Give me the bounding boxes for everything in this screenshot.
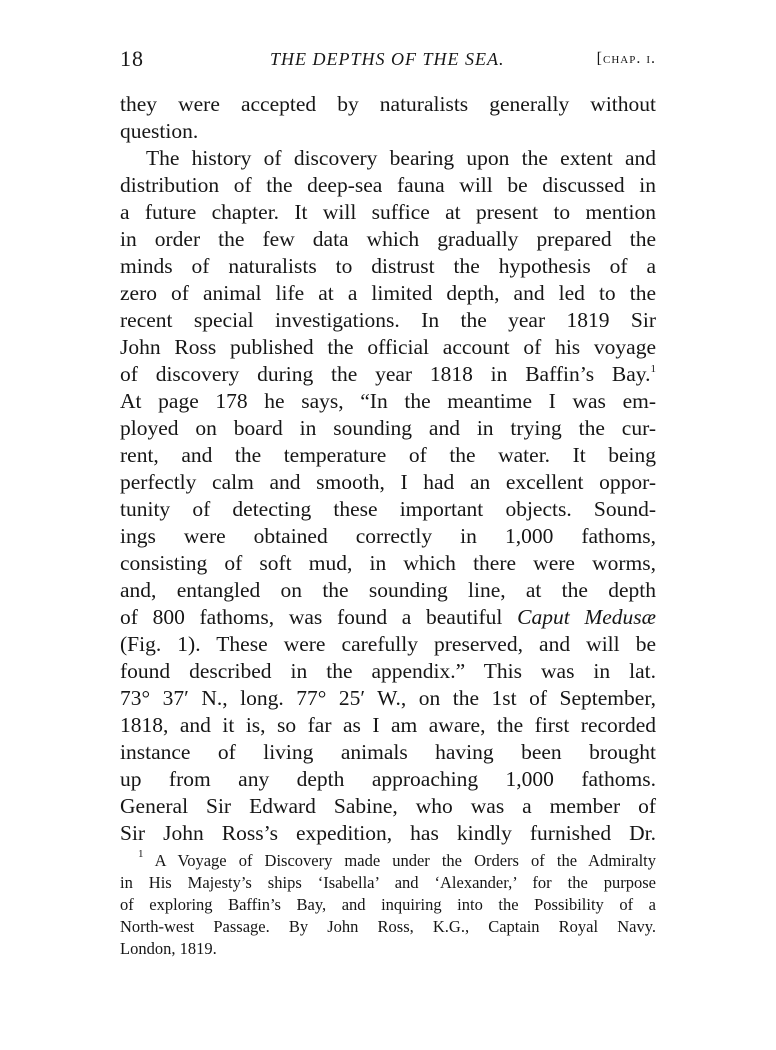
text-line: distribution of the deep-sea fauna will be discussed in bbox=[120, 173, 656, 197]
footnote-reference: 1 bbox=[650, 363, 656, 375]
text-line: (Fig. 1). These were carefully preserved, and will be bbox=[120, 632, 656, 656]
text-line: General Sir Edward Sabine, who was a member of bbox=[120, 794, 656, 818]
text-line: zero of animal life at a limited depth, and led to the bbox=[120, 281, 656, 305]
text-line: consisting of soft mud, in which there were worms, bbox=[120, 551, 656, 575]
text-line: instance of living animals having been brought bbox=[120, 740, 656, 764]
footnote-line: North-west Passage. By John Ross, K.G., Captain Royal Navy. bbox=[120, 917, 656, 936]
text-line: they were accepted by naturalists generally without bbox=[120, 92, 656, 116]
page-number: 18 bbox=[120, 46, 144, 71]
chapter-text: chap. i. bbox=[602, 50, 656, 67]
text-line: Sir John Ross’s expedition, has kindly furnished Dr. bbox=[120, 821, 656, 845]
text-line bbox=[120, 361, 656, 388]
text-line: perfectly calm and smooth, I had an excellent oppor- bbox=[120, 470, 656, 494]
footnote-marker: 1 bbox=[138, 848, 144, 860]
text-segment: of 800 fathoms, was found a beautiful bbox=[120, 605, 503, 629]
chapter-label bbox=[597, 50, 656, 68]
text-line: 1818, and it is, so far as I am aware, the first recorded bbox=[120, 713, 656, 737]
chapter-bracket: [ bbox=[596, 50, 603, 67]
text-line: At page 178 he says, “In the meantime I was em- bbox=[120, 389, 656, 413]
text-line: found described in the appendix.” This was in lat. bbox=[120, 659, 656, 683]
text-line: 73° 37′ N., long. 77° 25′ W., on the 1st of September, bbox=[120, 686, 656, 710]
footnote-line: in His Majesty’s ships ‘Isabella’ and ‘Alexander,’ for the purpose bbox=[120, 873, 656, 892]
text-line: John Ross published the official account of his voyage bbox=[120, 335, 656, 359]
text-line: rent, and the temperature of the water. It being bbox=[120, 443, 656, 467]
running-header bbox=[120, 46, 656, 76]
footnote-text: A Voyage of Discovery made under the Orders of the Admiralty bbox=[154, 851, 657, 870]
text-line: in order the few data which gradually prepared the bbox=[120, 227, 656, 251]
text-line: minds of naturalists to distrust the hypothesis of a bbox=[120, 254, 656, 278]
text-line: up from any depth approaching 1,000 fathoms. bbox=[120, 767, 656, 791]
footnote-line bbox=[138, 850, 656, 872]
text-line: The history of discovery bearing upon the extent and bbox=[146, 146, 656, 170]
text-line: and, entangled on the sounding line, at the depth bbox=[120, 578, 656, 602]
text-line: a future chapter. It will suffice at present to mention bbox=[120, 200, 656, 224]
text-line: ployed on board in sounding and in trying the cur- bbox=[120, 416, 656, 440]
italic-species-name: Caput Medusæ bbox=[517, 605, 657, 629]
footnote-line: of exploring Baffin’s Bay, and inquiring into the Possibility of a bbox=[120, 895, 656, 914]
text-line: ings were obtained correctly in 1,000 fathoms, bbox=[120, 524, 656, 548]
text-line: recent special investigations. In the year 1819 Sir bbox=[120, 308, 656, 332]
text-line: question. bbox=[120, 119, 199, 143]
text-line: tunity of detecting these important objects. Sound- bbox=[120, 497, 656, 521]
text-segment: of discovery during the year 1818 in Baffin’s Bay. bbox=[120, 362, 651, 386]
text-line bbox=[120, 604, 656, 631]
footnote-line: London, 1819. bbox=[120, 939, 217, 958]
running-title: THE DEPTHS OF THE SEA. bbox=[270, 49, 505, 69]
